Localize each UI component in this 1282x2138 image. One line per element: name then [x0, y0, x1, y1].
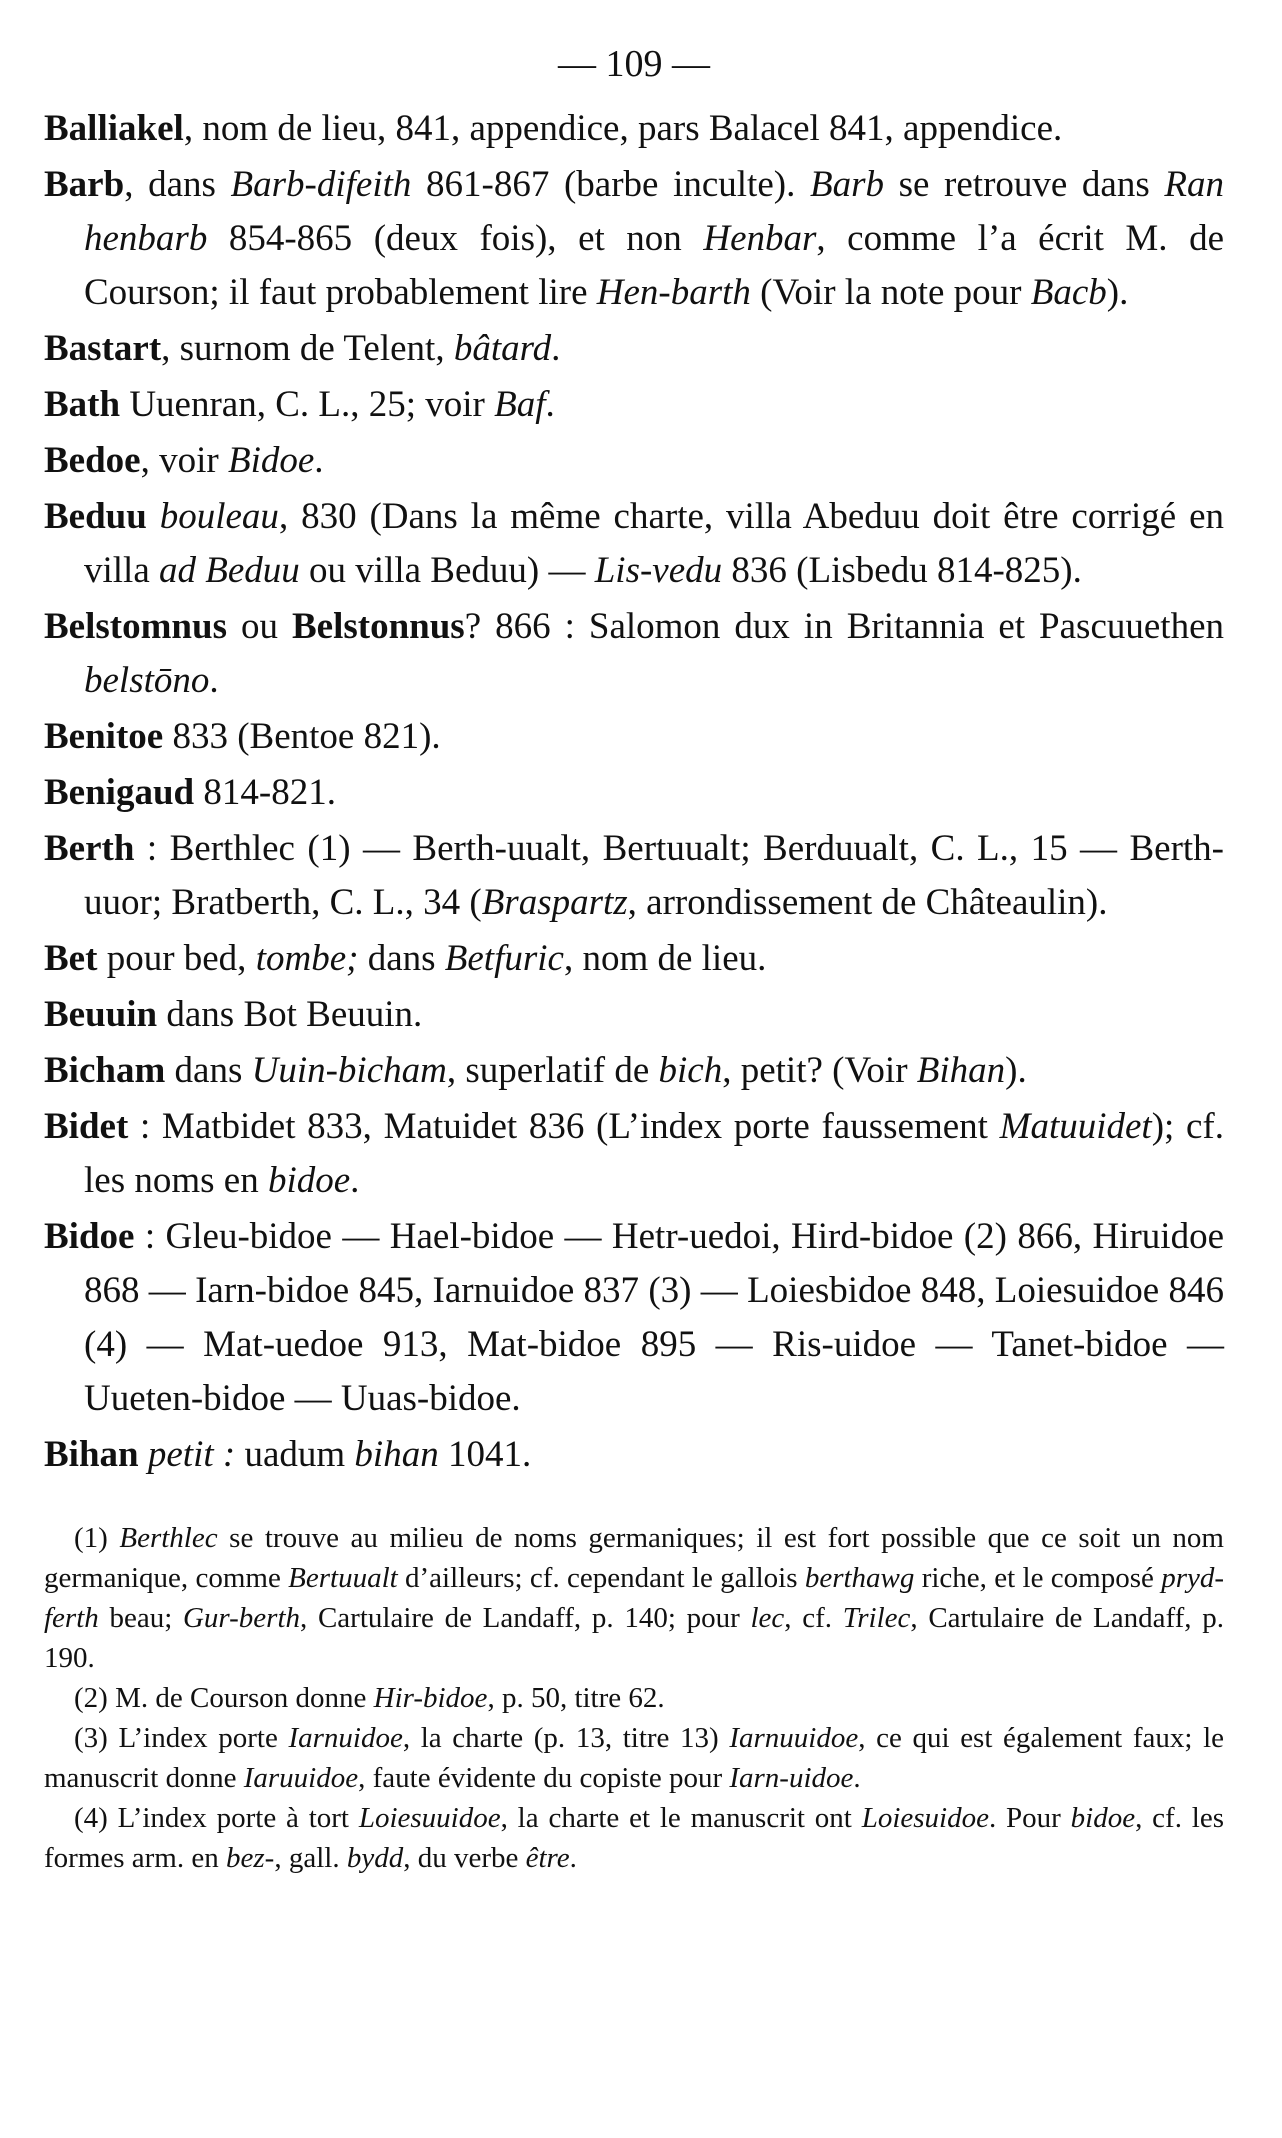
- entry: Beduu bouleau, 830 (Dans la même charte, villa Abeduu doit être corrigé en villa ad Beduu ou villa Beduu) — Lis-vedu 836 (Lisbedu 814-825).: [44, 496, 1225, 591]
- entry: Bet pour bed, tombe; dans Betfuric, nom de lieu.: [44, 938, 767, 979]
- footnotes: [44, 1518, 1224, 1878]
- entry: Bidoe : Gleu-bidoe — Hael-bidoe — Hetr-uedoi, Hird-bidoe (2) 866, Hiruidoe 868 — Iarn-bidoe 845, Iarnuidoe 837 (3) — Loiesbidoe 848, Loiesuidoe 846 (4) — Mat-uedoe 913, Mat-bidoe 895 — Ris-uidoe — Tanet-bidoe — Uueten-bidoe — Uuas-bidoe.: [44, 1216, 1224, 1419]
- headword: Balliakel: [44, 108, 184, 149]
- entry: Bastart, surnom de Telent, bâtard.: [44, 328, 561, 369]
- headword: Beduu: [44, 496, 147, 537]
- entry-list: [44, 102, 1224, 1482]
- page-number: — 109 —: [558, 43, 710, 85]
- entry: Benitoe 833 (Bentoe 821).: [44, 716, 441, 757]
- entry: Barb, dans Barb-difeith 861-867 (barbe inculte). Barb se retrouve dans Ran henbarb 854-865 (deux fois), et non Henbar, comme l’a écrit M. de Courson; il faut probablement lire Hen-barth (Voir la note pour Bacb).: [44, 164, 1225, 313]
- footnote: (1) Berthlec se trouve au milieu de noms germaniques; il est fort possible que ce soit un nom germanique, comme Bertuualt d’ailleurs; cf. cependant le gallois berthawg riche, et le composé pryd-ferth beau; Gur-berth, Cartulaire de Landaff, p. 140; pour lec, cf. Trilec, Cartulaire de Landaff, p. 190.: [44, 1522, 1225, 1674]
- footnote: (2) M. de Courson donne Hir-bidoe, p. 50, titre 62.: [74, 1682, 665, 1714]
- entry: Balliakel, nom de lieu, 841, appendice, pars Balacel 841, appendice.: [44, 108, 1063, 149]
- headword: Belstomnus: [44, 606, 227, 647]
- entry: Bath Uuenran, C. L., 25; voir Baf.: [44, 384, 555, 425]
- entry: Belstomnus ou Belstonnus? 866 : Salomon dux in Britannia et Pascuuethen belstōno.: [44, 606, 1225, 701]
- footnote: (4) L’index porte à tort Loiesuuidoe, la charte et le manuscrit ont Loiesuidoe. Pour bidoe, cf. les formes arm. en bez-, gall. bydd, du verbe être.: [44, 1802, 1225, 1874]
- headword: Bedoe: [44, 440, 141, 481]
- entry: Bihan petit : uadum bihan 1041.: [44, 1434, 532, 1475]
- entry: Beuuin dans Bot Beuuin.: [44, 994, 423, 1035]
- headword: Bet: [44, 938, 98, 979]
- headword: Bihan: [44, 1434, 139, 1475]
- entry: Benigaud 814-821.: [44, 772, 336, 813]
- headword: Bidet: [44, 1106, 129, 1147]
- headword: Bicham: [44, 1050, 166, 1091]
- entry: Bidet : Matbidet 833, Matuidet 836 (L’index porte faussement Matuuidet); cf. les noms en bidoe.: [44, 1106, 1224, 1201]
- entry: Bedoe, voir Bidoe.: [44, 440, 324, 481]
- headword: Bidoe: [44, 1216, 135, 1257]
- headword: Bastart: [44, 328, 162, 369]
- headword: Berth: [44, 828, 135, 869]
- headword: Bath: [44, 384, 121, 425]
- headword: Barb: [44, 164, 125, 205]
- footnote: (3) L’index porte Iarnuidoe, la charte (p. 13, titre 13) Iarnuuidoe, ce qui est également faux; le manuscrit donne Iaruuidoe, faute évidente du copiste pour Iarn-uidoe.: [44, 1722, 1224, 1794]
- headword: Beuuin: [44, 994, 158, 1035]
- entry: Bicham dans Uuin-bicham, superlatif de bich, petit? (Voir Bihan).: [44, 1050, 1027, 1091]
- entry: Berth : Berthlec (1) — Berth-uualt, Bertuualt; Berduualt, C. L., 15 — Berth-uuor; Bratberth, C. L., 34 (Braspartz, arrondissement de Châteaulin).: [44, 828, 1224, 923]
- headword: Benitoe: [44, 716, 164, 757]
- headword: Benigaud: [44, 772, 195, 813]
